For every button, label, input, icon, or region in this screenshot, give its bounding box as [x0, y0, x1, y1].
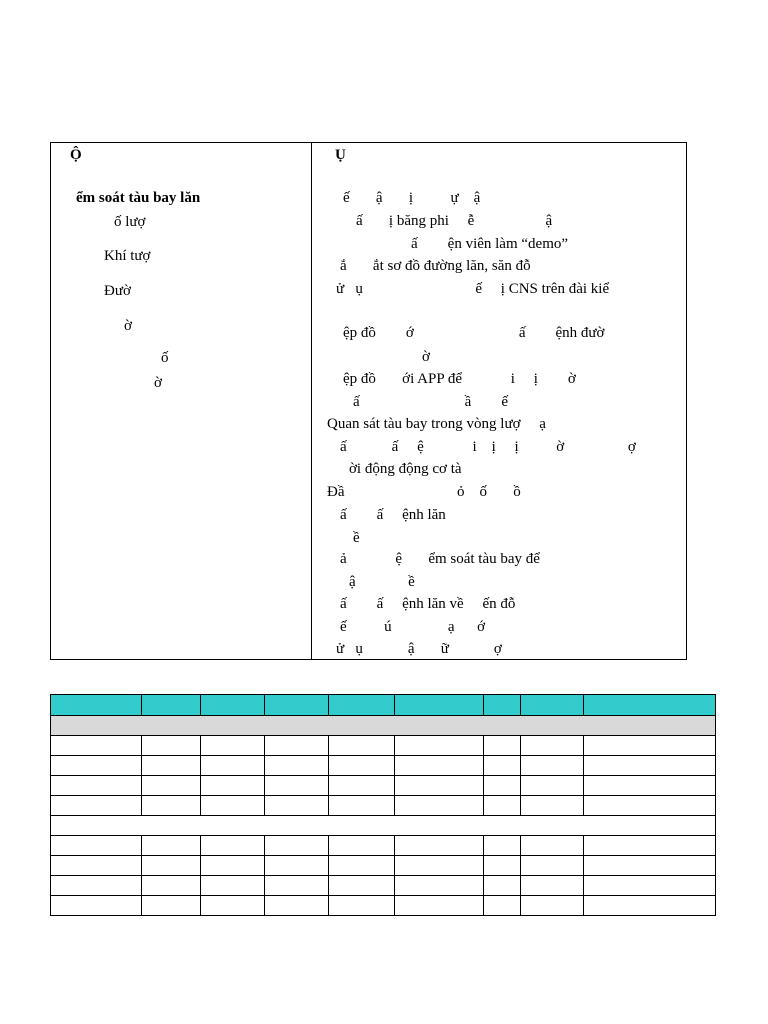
table-header-row [51, 695, 716, 716]
table-cell [142, 796, 201, 816]
left-column-heading: Ộ [70, 147, 82, 163]
left-line: Đườ [104, 283, 131, 299]
table-cell [484, 876, 521, 896]
table-cell [201, 856, 265, 876]
table-cell [521, 856, 584, 876]
table-cell [521, 796, 584, 816]
table-cell [201, 836, 265, 856]
table-cell [201, 896, 265, 916]
header-cell [395, 695, 484, 716]
right-line: ờ [422, 349, 430, 365]
column-divider [311, 143, 312, 659]
header-cell [484, 695, 521, 716]
group-cell [51, 816, 716, 836]
right-line: ử ụ ế ị CNS trên đài kiể [336, 281, 610, 297]
header-cell [265, 695, 329, 716]
table-cell [584, 856, 716, 876]
right-line: ấ ấ ệ i ị ị ờ ợ [340, 439, 636, 455]
table-cell [395, 796, 484, 816]
table-row [51, 776, 716, 796]
table-cell [329, 756, 395, 776]
table-cell [329, 736, 395, 756]
right-line: ề [353, 530, 360, 546]
table-cell [395, 856, 484, 876]
table-cell [484, 736, 521, 756]
right-line: ế ậ ị ự ậ [343, 190, 481, 206]
table-cell [484, 776, 521, 796]
right-line: ời động động cơ tà [349, 461, 462, 477]
table-cell [395, 736, 484, 756]
table-cell [484, 836, 521, 856]
table-cell [395, 776, 484, 796]
left-line: ố [161, 350, 169, 366]
left-line: ểm soát tàu bay lăn [76, 190, 201, 206]
table-row [51, 876, 716, 896]
table-cell [142, 736, 201, 756]
header-cell [51, 695, 142, 716]
table-cell [521, 736, 584, 756]
header-cell [584, 695, 716, 716]
table-cell [201, 876, 265, 896]
table-cell [265, 896, 329, 916]
table-cell [265, 856, 329, 876]
left-line: Khí tượ [104, 248, 151, 264]
table-cell [142, 776, 201, 796]
header-cell [201, 695, 265, 716]
table-cell [265, 796, 329, 816]
header-cell [521, 695, 584, 716]
table-cell [142, 836, 201, 856]
table-row [51, 896, 716, 916]
right-line: ả ệ ểm soát tàu bay để [340, 551, 540, 567]
table-cell [584, 876, 716, 896]
table-cell [484, 856, 521, 876]
table-cell [51, 856, 142, 876]
schedule-table [50, 694, 716, 916]
table-cell [395, 836, 484, 856]
right-line: Quan sát tàu bay trong vòng lượ ạ [327, 416, 546, 432]
table-cell [584, 896, 716, 916]
table-cell [584, 756, 716, 776]
table-cell [265, 736, 329, 756]
table-cell [142, 756, 201, 776]
right-line: ử ụ ậ ữ ợ [336, 641, 502, 657]
table-cell [265, 836, 329, 856]
table-cell [584, 776, 716, 796]
table-cell [584, 836, 716, 856]
table-cell [329, 836, 395, 856]
table-cell [51, 756, 142, 776]
table-cell [142, 876, 201, 896]
table-cell [521, 756, 584, 776]
right-line: ế ú ạ ớ [340, 619, 485, 635]
right-column-heading: Ụ [335, 147, 346, 163]
table-cell [51, 876, 142, 896]
table-cell [51, 796, 142, 816]
table-cell [201, 776, 265, 796]
table-group-row [51, 716, 716, 736]
right-line: ấ ấ ệnh lăn [340, 507, 446, 523]
table-cell [521, 776, 584, 796]
table-cell [201, 756, 265, 776]
table-row [51, 736, 716, 756]
right-line: ệp đồ ớ ấ ệnh đườ [343, 325, 605, 341]
right-line: ấ ện viên làm “demo” [411, 236, 569, 252]
table-cell [265, 776, 329, 796]
table-cell [395, 896, 484, 916]
right-line: ấ ầ ế [353, 394, 508, 410]
header-cell [142, 695, 201, 716]
table-cell [51, 896, 142, 916]
table-cell [142, 856, 201, 876]
table-cell [329, 896, 395, 916]
right-line: ấ ị băng phi ễ ậ [356, 213, 553, 229]
table-cell [329, 876, 395, 896]
table-cell [521, 896, 584, 916]
header-cell [329, 695, 395, 716]
table-cell [521, 836, 584, 856]
left-line: ố lượ [114, 214, 146, 230]
table-cell [142, 896, 201, 916]
table-cell [201, 796, 265, 816]
table-cell [329, 856, 395, 876]
table-cell [329, 776, 395, 796]
content-box [50, 142, 687, 660]
table-cell [484, 796, 521, 816]
table-cell [484, 896, 521, 916]
table-cell [484, 756, 521, 776]
left-line: ờ [154, 375, 162, 391]
right-line: ắ ắt sơ đồ đường lăn, săn đỗ [340, 258, 531, 274]
right-line: ậ ề [349, 574, 415, 590]
right-line: ệp đồ ới APP để i ị ờ [343, 371, 576, 387]
right-line: ấ ấ ệnh lăn về ến đỗ [340, 596, 516, 612]
table-cell [51, 776, 142, 796]
table-cell [51, 736, 142, 756]
table-cell [521, 876, 584, 896]
table-cell [584, 796, 716, 816]
table-cell [584, 736, 716, 756]
group-cell [51, 716, 716, 736]
table-row [51, 836, 716, 856]
table-row [51, 756, 716, 776]
table-row [51, 856, 716, 876]
table-row [51, 796, 716, 816]
table-cell [395, 876, 484, 896]
right-line: Đầ ỏ ố ồ [327, 484, 521, 500]
left-line: ờ [124, 318, 132, 334]
table-cell [265, 876, 329, 896]
table-cell [329, 796, 395, 816]
table-cell [265, 756, 329, 776]
table-cell [201, 736, 265, 756]
table-cell [51, 836, 142, 856]
table-cell [395, 756, 484, 776]
table-group-row [51, 816, 716, 836]
